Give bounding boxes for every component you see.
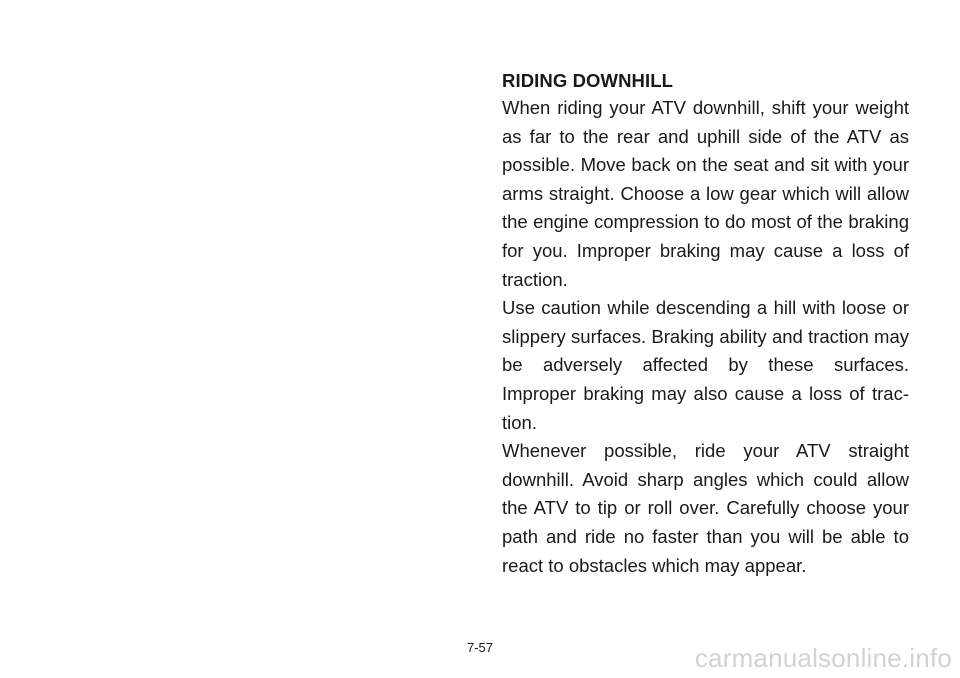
watermark-text: carmanualsonline.info (694, 643, 952, 673)
paragraph-slippery-surfaces: Use caution while descending a hill with loose or slippery surfaces. Braking ability and traction may be adversely affected by these surfaces. Improper braking may also cause a loss of traction. (502, 297, 909, 433)
paragraph-ride-straight: Whenever possible, ride your ATV straight downhill. Avoid sharp angles which could allow the ATV to tip or roll over. Carefully choose your path and ride no faster than you will be able to react to obstacles which may appear. (502, 440, 909, 576)
page-number: 7-57 (466, 640, 494, 655)
text-column (502, 67, 909, 580)
section-heading: RIDING DOWNHILL (502, 70, 674, 91)
paragraph-weight-shift: When riding your ATV downhill, shift your weight as far to the rear and uphill side of the ATV as possible. Move back on the seat and sit with your arms straight. Choose a low gear which will allow the engine compression to do most of the braking for you. Improper braking may cause a loss of traction. (502, 97, 909, 290)
